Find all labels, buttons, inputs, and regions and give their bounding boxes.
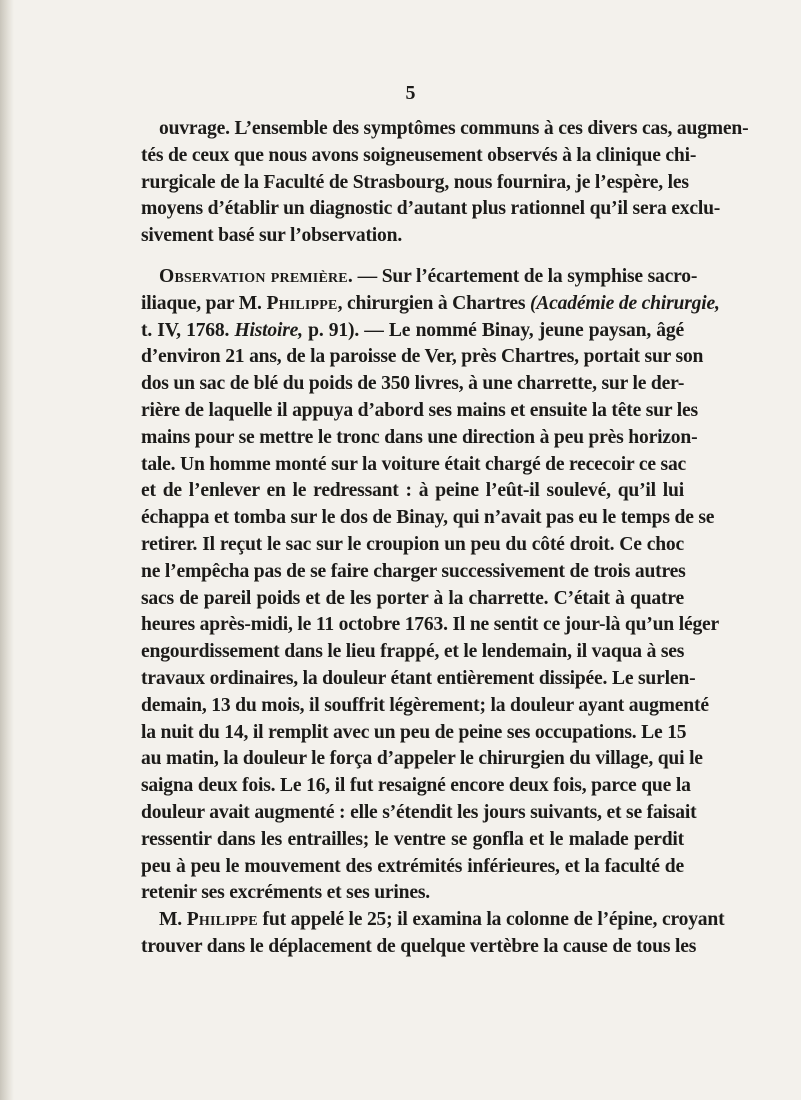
text-line: trouver dans le déplacement de quelque vertèbre la cause de tous les: [141, 935, 697, 957]
author-name: Philippe: [186, 909, 258, 931]
author-name: Philippe: [266, 292, 338, 314]
text-line: sacs de pareil poids et de les porter à la charrette. C’était à quatre: [141, 587, 684, 609]
page-number: 5: [405, 82, 416, 104]
text-run: t. IV, 1768.: [141, 319, 235, 341]
citation-title: (Académie de chirurgie,: [529, 292, 720, 314]
text-line: douleur avait augmenté : elle s’étendit les jours suivants, et se faisait: [141, 801, 697, 823]
text-run: M.: [159, 909, 187, 931]
text-line: et de l’enlever en le redressant : à peine l’eût-il soulevé, qu’il lui: [141, 480, 684, 502]
text-run: p. 91). — Le nommé Binay, jeune paysan, âgé: [302, 319, 684, 341]
text-line: [141, 907, 725, 934]
text-line: retirer. Il reçut le sac sur le croupion un peu du côté droit. Ce choc: [141, 533, 684, 555]
text-line: dos un sac de blé du poids de 350 livres, à une charrette, sur le der-: [141, 373, 685, 395]
paragraph-intro: [141, 116, 749, 250]
text-line: d’environ 21 ans, de la paroisse de Ver, près Chartres, portait sur son: [141, 346, 704, 368]
text-run: , chirurgien à Chartres: [337, 292, 530, 314]
text-line: la nuit du 14, il remplit avec un peu de peine ses occupations. Le 15: [141, 721, 687, 743]
text-line: saigna deux fois. Le 16, il fut resaigné encore deux fois, parce que la: [141, 775, 691, 797]
text-line: [141, 291, 720, 318]
text-line: heures après-midi, le 11 octobre 1763. Il ne sentit ce jour-là qu’un léger: [141, 614, 720, 636]
text-line: travaux ordinaires, la douleur étant entièrement dissipée. Le surlen-: [141, 667, 696, 689]
text-line: ne l’empêcha pas de se faire charger successivement de trois autres: [141, 560, 686, 582]
paragraph-philippe: [141, 907, 725, 961]
text-line: [141, 318, 684, 345]
text-line: moyens d’établir un diagnostic d’autant plus rationnel qu’il sera exclu-: [141, 198, 721, 220]
text-line: rière de laquelle il appuya d’abord ses mains et ensuite la tête sur les: [141, 399, 698, 421]
text-line: échappa et tomba sur le dos de Binay, qui n’avait pas eu le temps de se: [141, 507, 715, 529]
text-line: ressentir dans les entrailles; le ventre se gonfla et le malade perdit: [141, 828, 684, 850]
text-line: ouvrage. L’ensemble des symptômes communs à ces divers cas, augmen-: [159, 118, 749, 139]
paragraph-observation: [141, 264, 720, 907]
citation-section: Histoire,: [234, 319, 303, 341]
text-line: retenir ses excréments et ses urines.: [141, 882, 430, 904]
text-line: [141, 264, 698, 291]
text-line: mains pour se mettre le tronc dans une direction à peu près horizon-: [141, 426, 698, 448]
text-line: rurgicale de la Faculté de Strasbourg, nous fournira, je l’espère, les: [141, 171, 689, 193]
text-line: sivement basé sur l’observation.: [141, 225, 403, 247]
text-run: — Sur l’écartement de la symphise sacro-: [352, 265, 698, 287]
text-line: peu à peu le mouvement des extrémités inférieures, et la faculté de: [141, 855, 684, 877]
text-run: fut appelé le 25; il examina la colonne de l’épine, croyant: [257, 909, 725, 931]
text-line: tés de ceux que nous avons soigneusement observés à la clinique chi-: [141, 144, 697, 166]
page-edge-shadow: [0, 0, 14, 1100]
text-line: au matin, la douleur le força d’appeler le chirurgien du village, qui le: [141, 748, 703, 770]
body-text: [141, 116, 749, 961]
text-line: engourdissement dans le lieu frappé, et le lendemain, il vaqua à ses: [141, 641, 685, 663]
text-line: demain, 13 du mois, il souffrit légèrement; la douleur ayant augmenté: [141, 694, 709, 716]
text-line: tale. Un homme monté sur la voiture était chargé de rececoir ce sac: [141, 453, 687, 475]
text-run: iliaque, par M.: [141, 292, 267, 314]
observation-heading: Observation première.: [159, 265, 353, 287]
